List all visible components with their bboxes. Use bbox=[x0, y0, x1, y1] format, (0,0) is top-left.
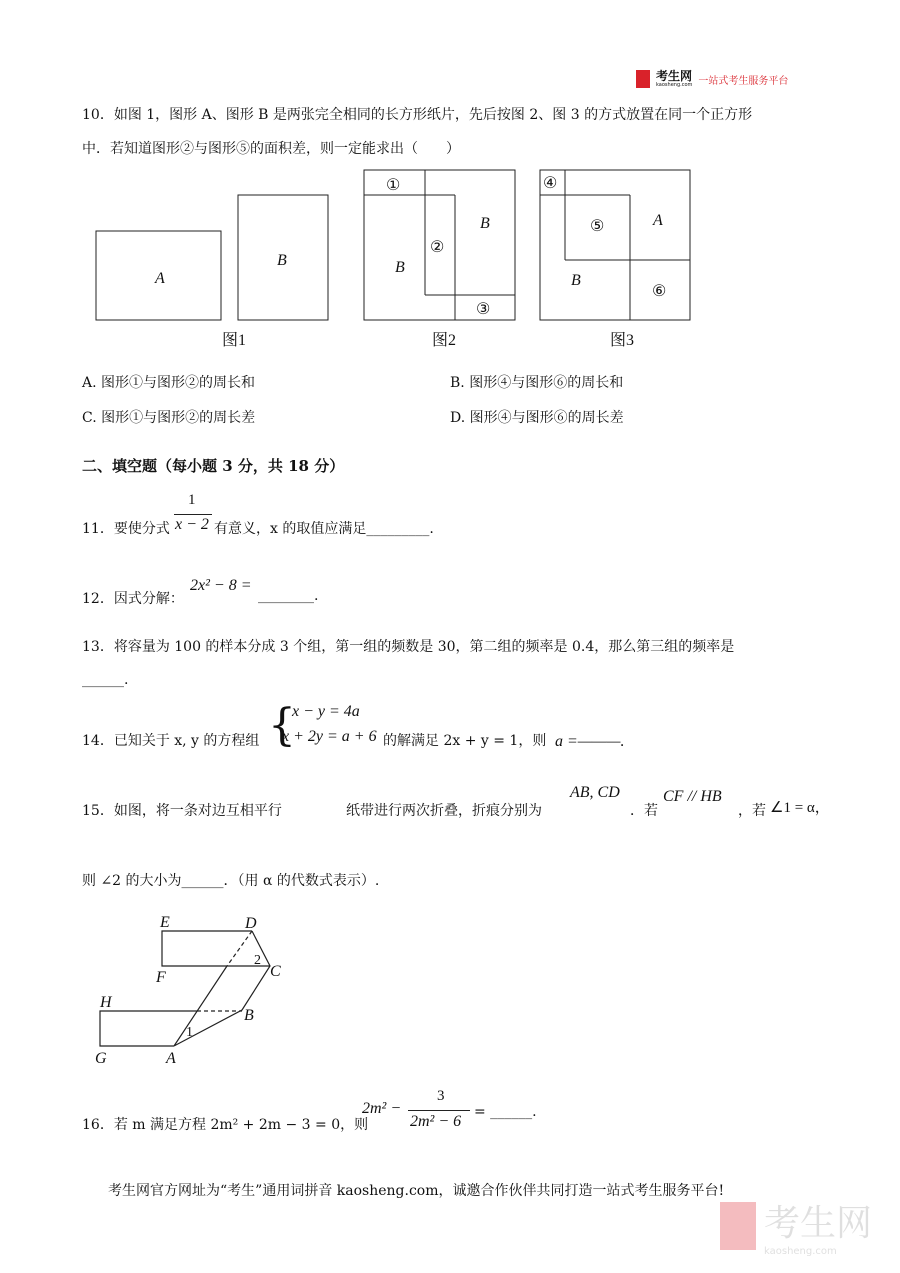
option-c[interactable]: C. 图形①与图形②的周长差 bbox=[82, 410, 256, 426]
q13-line2: ______. bbox=[82, 672, 129, 688]
q14-prefix: 14．已知关于 x, y 的方程组 bbox=[82, 733, 260, 749]
q14-eq2: x + 2y = a + 6 bbox=[282, 728, 377, 745]
q12-blank: ________. bbox=[258, 588, 319, 604]
option-d[interactable]: D. 图形④与图形⑥的周长差 bbox=[450, 410, 624, 426]
label-b: B bbox=[480, 215, 490, 232]
q11-prefix: 11．要使分式 bbox=[82, 521, 170, 537]
fig3-lines bbox=[540, 170, 690, 320]
caption-fig1: 图1 bbox=[222, 332, 247, 349]
q12-expression: 2x² − 8 = bbox=[190, 577, 252, 594]
q15-line2: 则 ∠2 的大小为______．（用 α 的代数式表示）. bbox=[82, 873, 380, 889]
fraction-bar bbox=[408, 1110, 470, 1111]
q10-figures bbox=[0, 0, 900, 360]
watermark bbox=[720, 1195, 872, 1257]
q15-ab-cd: AB, CD bbox=[570, 784, 620, 801]
q15-figure bbox=[0, 900, 320, 1075]
q15-angle1: ∠1 = α， bbox=[770, 800, 830, 816]
caption-fig3: 图3 bbox=[610, 332, 635, 349]
label-b: B bbox=[571, 272, 581, 289]
label-circle-6: ⑥ bbox=[652, 283, 667, 300]
label-circle-1: ① bbox=[386, 177, 401, 194]
watermark-logo-icon bbox=[720, 1202, 756, 1250]
option-b[interactable]: B. 图形④与图形⑥的周长和 bbox=[450, 375, 624, 391]
caption-fig2: 图2 bbox=[432, 332, 457, 349]
watermark-sub: kaosheng.com bbox=[764, 1246, 837, 1257]
angle-1-label: 1 bbox=[186, 1025, 193, 1040]
label-b: B bbox=[277, 252, 287, 269]
q15-line1a: 15．如图，将一条对边互相平行 bbox=[82, 803, 282, 819]
q16-blank: = ______. bbox=[474, 1104, 537, 1120]
fig3-square bbox=[540, 170, 690, 320]
q15-ruo1: ．若 bbox=[630, 803, 658, 819]
point-e: E bbox=[160, 914, 170, 931]
logo-text: 考生网 bbox=[656, 68, 693, 83]
point-a: A bbox=[166, 1050, 176, 1067]
logo-sub: kaosheng.com bbox=[656, 81, 693, 88]
footer-text: 考生网官方网址为“考生”通用词拼音 kaosheng.com，诚邀合作伙伴共同打造一站式考生服务平台! bbox=[108, 1183, 725, 1199]
q16-lhs: 2m² − bbox=[362, 1100, 402, 1117]
q10-line2: 中．若知道图形②与图形⑤的面积差，则一定能求出（ ） bbox=[82, 141, 460, 157]
point-c: C bbox=[270, 963, 281, 980]
option-a[interactable]: A. 图形①与图形②的周长和 bbox=[82, 375, 256, 391]
point-h: H bbox=[100, 994, 112, 1011]
label-b: B bbox=[395, 259, 405, 276]
q11-suffix: 有意义，x 的取值应满足_________. bbox=[214, 521, 434, 537]
label-circle-3: ③ bbox=[476, 301, 491, 318]
fraction-bar bbox=[174, 514, 212, 515]
label-circle-5: ⑤ bbox=[590, 218, 605, 235]
watermark-text: 考生网 bbox=[764, 1203, 873, 1244]
label-a: A bbox=[155, 270, 165, 287]
q15-ruo2: ，若 bbox=[738, 803, 766, 819]
q14-blank: a =———. bbox=[555, 733, 625, 750]
label-a: A bbox=[653, 212, 663, 229]
section-heading: 二、填空题（每小题 3 分，共 18 分） bbox=[82, 457, 345, 475]
q16-denominator: 2m² − 6 bbox=[410, 1113, 462, 1130]
q12-prefix: 12．因式分解： bbox=[82, 591, 184, 607]
q16-prefix: 16．若 m 满足方程 2m² + 2m − 3 = 0，则 bbox=[82, 1117, 369, 1133]
q13-line1: 13．将容量为 100 的样本分成 3 个组，第一组的频数是 30，第二组的频率是 0.4，那么第三组的频率是 bbox=[82, 639, 735, 655]
q15-line1b: 纸带进行两次折叠，折痕分别为 bbox=[346, 803, 542, 819]
q14-mid: 的解满足 2x + y = 1，则 bbox=[383, 733, 547, 749]
label-circle-4: ④ bbox=[543, 175, 558, 192]
angle-2-label: 2 bbox=[254, 953, 261, 968]
q10-line1: 10．如图 1，图形 A、图形 B 是两张完全相同的长方形纸片，先后按图 2、图 3 的方式放置在同一个正方形 bbox=[82, 107, 753, 123]
strip-lines bbox=[100, 931, 270, 1046]
point-g: G bbox=[95, 1050, 107, 1067]
point-f: F bbox=[156, 969, 166, 986]
point-b: B bbox=[244, 1007, 254, 1024]
q11-denominator: x − 2 bbox=[175, 516, 209, 533]
q15-cf-hb: CF // HB bbox=[663, 788, 722, 805]
point-d: D bbox=[245, 915, 257, 932]
brace: { bbox=[268, 700, 296, 751]
q14-eq1: x − y = 4a bbox=[292, 703, 360, 720]
header-slogan: 一站式考生服务平台 bbox=[698, 75, 789, 87]
label-circle-2: ② bbox=[430, 239, 445, 256]
q11-numerator: 1 bbox=[188, 492, 196, 508]
q16-numerator: 3 bbox=[437, 1088, 445, 1104]
